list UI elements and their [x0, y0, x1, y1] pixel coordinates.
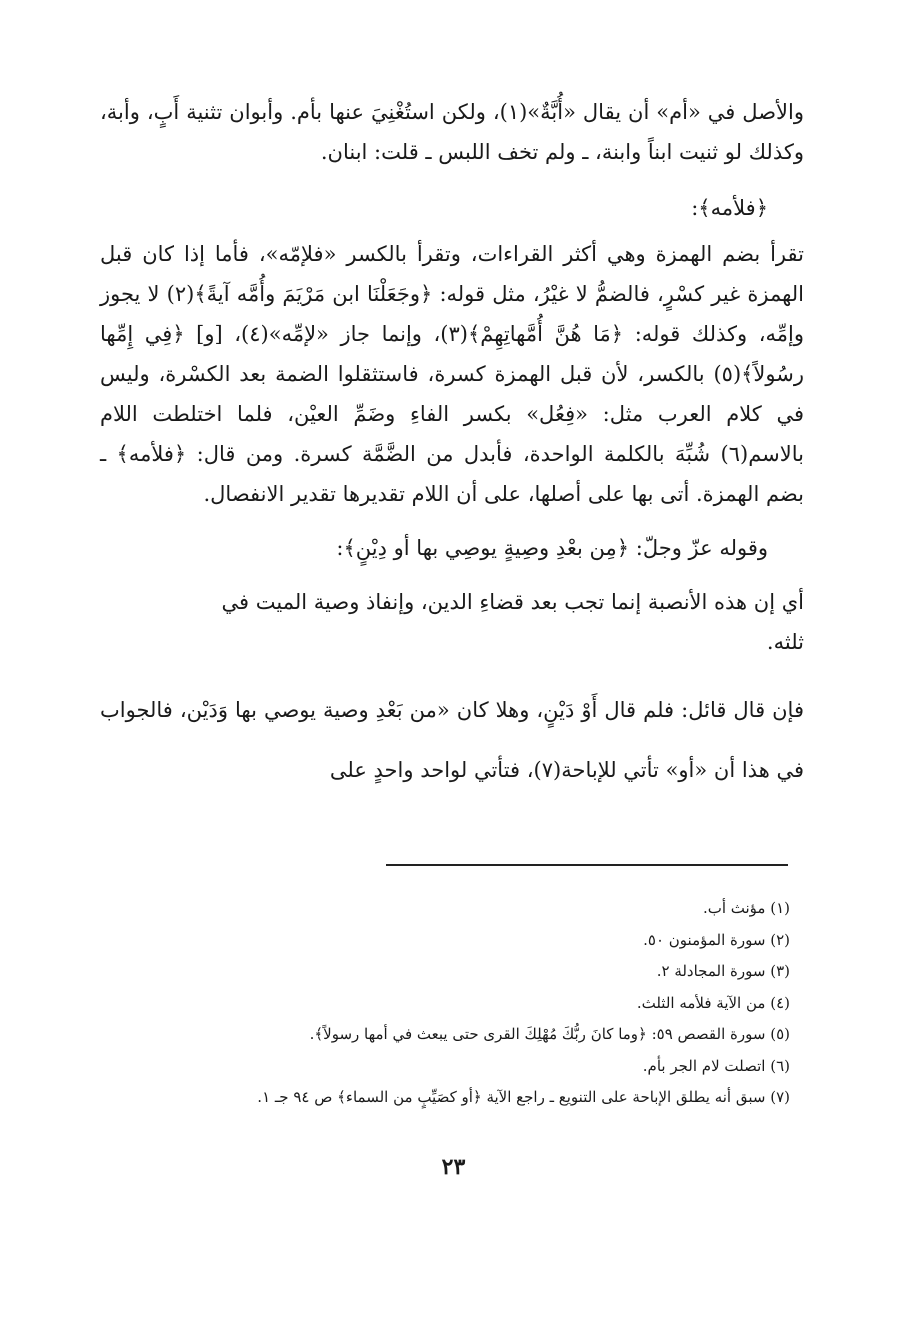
paragraph-3-line-2: ثلثه. [766, 630, 804, 654]
paragraph-4: فإن قال قائل: فلم قال أَوْ دَيْنٍ، وهلا كان «من بَعْدِ وصية يوصي بها وَدَيْن، فالجواب في هذا أن «أو» تأتي للإباحة(٧)، فتأتي لواحد واحدٍ على [100, 698, 804, 782]
footnote-5: (٥) سورة القصص ٥٩: ﴿وما كانَ ربُّكَ مُهْلِكَ القرى حتى يبعث في أمها رسولاً﴾. [309, 1025, 790, 1043]
page-body [100, 92, 804, 810]
footnote-7: (٧) سبق أنه يطلق الإباحة على التنويع ـ راجع الآية ﴿أو كصَيِّبٍ من السماء﴾ ص ٩٤ جـ ١. [257, 1088, 790, 1106]
section-heading-min-bad-wasiya: وقوله عزّ وجلّ: ﴿مِن بعْدِ وصِيةٍ يوصِي بها أو دِيْنٍ﴾: [336, 536, 768, 560]
footnote-2: (٢) سورة المؤمنون ٥٠. [643, 930, 790, 949]
footnotes [150, 893, 790, 1114]
footnote-1: (١) مؤنث أب. [702, 899, 790, 917]
footnote-4: (٤) من الآية فلأمه الثلث. [636, 993, 790, 1012]
footnote-divider [386, 864, 788, 866]
page-number: ٢٣ [441, 1154, 466, 1180]
section-heading-falommih: ﴿فلأمه﴾: [691, 196, 768, 220]
paragraph-3-line-1: أي إن هذه الأنصبة إنما تجب بعد قضاءِ الدين، وإنفاذ وصية الميت في [221, 590, 804, 614]
paragraph-3 [100, 582, 804, 662]
footnote-3: (٣) سورة المجادلة ٢. [656, 962, 790, 980]
paragraph-1: والأصل في «أم» أن يقال «أُبَّةٌ»(١)، ولكن استُغْنِيَ عنها بأم. وأبوان تثنية أَبٍ، وأبة، وكذلك لو ثنيت ابناً وابنة، ـ ولم تخف اللبس ـ قلت: ابنان. [100, 100, 804, 164]
footnote-6: (٦) اتصلت لام الجر بأم. [642, 1056, 790, 1075]
paragraph-2: تقرأ بضم الهمزة وهي أكثر القراءات، وتقرأ بالكسر «فلإمّه»، فأما إذا كان قبل الهمزة غير كسْرٍ، فالضمُّ لا غيْرُ، مثل قوله: ﴿وجَعَلْنَا ابن مَرْيَمَ وأُمَّه آيةً﴾(٢) لا يجوز وإمِّه، وكذلك قوله: ﴿مَا هُنَّ أُمَّهاتِهِمْ﴾(٣)، وإنما جاز «لإمِّه»(٤)، [و] ﴿فِي إِمِّها رسُولاً﴾(٥) بالكسر، لأن قبل الهمزة كسرة، فاستثقلوا الضمة بعد الكسْرة، وليس في كلام العرب مثل: «فِعُل» بكسر الفاءِ وضَمِّ العيْن، فلما اختلطت اللام بالاسم(٦) شُبِّهَ بالكلمة الواحدة، فأبدل من الضَّمَّة كسرة. ومن قال: ﴿فلأمه﴾ ـ بضم الهمزة. أتى بها على أصلها، على أن اللام تقديرها تقدير الانفصال. [100, 242, 804, 506]
